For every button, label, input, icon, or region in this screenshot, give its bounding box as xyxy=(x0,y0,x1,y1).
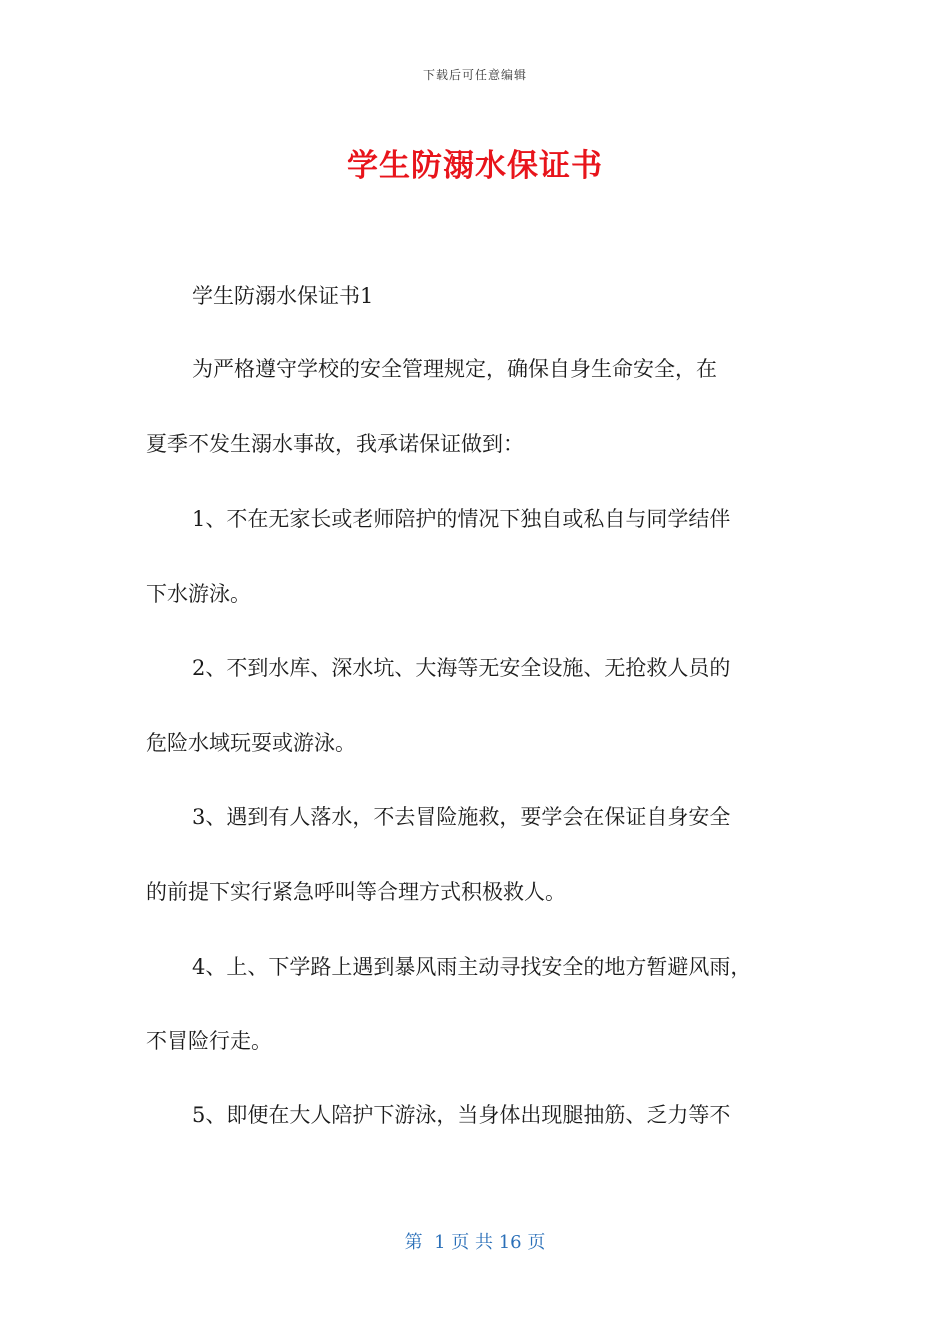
paragraph-line: 4、上、下学路上遇到暴风雨主动寻找安全的地方暂避风雨， xyxy=(192,955,752,979)
paragraph-line: 为严格遵守学校的安全管理规定，确保自身生命安全，在 xyxy=(192,357,717,381)
paragraph-line: 5、即便在大人陪护下游泳，当身体出现腿抽筋、乏力等不 xyxy=(192,1103,731,1127)
paragraph-line: 1、不在无家长或老师陪护的情况下独自或私自与同学结伴 xyxy=(192,507,731,531)
paragraph-line: 下水游泳。 xyxy=(146,582,251,606)
document-title: 学生防溺水保证书 xyxy=(347,148,603,184)
paragraph-line: 的前提下实行紧急呼叫等合理方式积极救人。 xyxy=(146,880,566,904)
paragraph-line: 2、不到水库、深水坑、大海等无安全设施、无抢救人员的 xyxy=(192,656,731,680)
paragraph-line: 3、遇到有人落水，不去冒险施救，要学会在保证自身安全 xyxy=(192,805,731,829)
header-note: 下载后可任意编辑 xyxy=(422,68,527,82)
section-heading: 学生防溺水保证书1 xyxy=(192,284,374,308)
page-number-footer: 第 1 页 共 16 页 xyxy=(404,1232,546,1253)
paragraph-line: 危险水域玩耍或游泳。 xyxy=(146,731,356,755)
paragraph-line: 不冒险行走。 xyxy=(146,1029,272,1053)
paragraph-line: 夏季不发生溺水事故，我承诺保证做到： xyxy=(146,432,524,456)
